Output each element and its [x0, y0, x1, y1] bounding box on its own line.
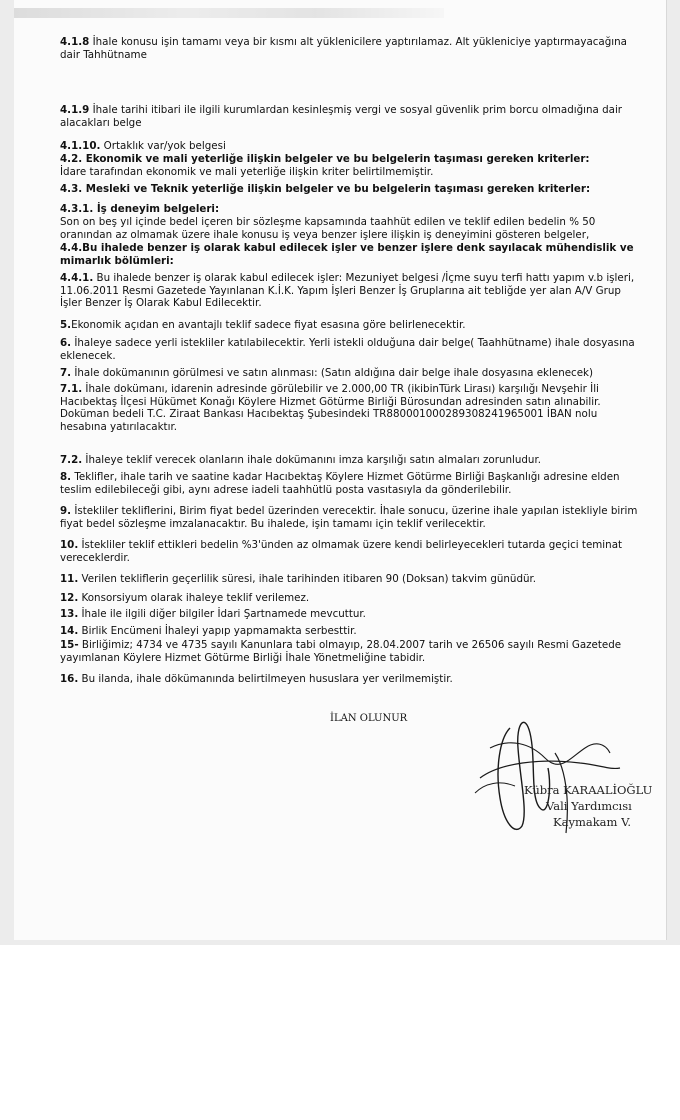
- section-number: 4.3.1.: [60, 203, 94, 215]
- section-text: İhale ile ilgili diğer bilgiler İdari Şartnamede mevcuttur.: [78, 608, 366, 620]
- section-4-1-10: [60, 140, 226, 153]
- section-text: Bu ilanda, ihale dökümanında belirtilmeyen hususlara yer verilmemiştir.: [78, 673, 453, 685]
- section-4-4: [60, 242, 640, 267]
- section-text: Konsorsiyum olarak ihaleye teklif verilemez.: [78, 592, 310, 604]
- section-text: Birliğimiz; 4734 ve 4735 sayılı Kanunlara tabi olmayıp, 28.04.2007 tarih ve 26506 sayılı Resmi Gazetede yayımlanan Köylere Hizmet Götürme Birliği İhale Yönetmeliğine tabidir.: [60, 639, 622, 664]
- closing-statement: İLAN OLUNUR: [330, 713, 408, 724]
- section-text: İş deneyim belgeleri:: [93, 203, 220, 215]
- signer-title-secondary: Kaymakam V.: [553, 815, 632, 829]
- section-15: [60, 639, 640, 664]
- section-text: Birlik Encümeni İhaleyi yapıp yapmamakta serbesttir.: [78, 625, 357, 637]
- section-number: 4.3.: [60, 183, 83, 195]
- section-5: [60, 319, 466, 332]
- section-4-3-1-body: [60, 216, 640, 241]
- section-number: 9.: [60, 505, 72, 517]
- section-number: 12.: [60, 592, 79, 604]
- signer-title: Vali Yardımcısı: [546, 799, 632, 813]
- section-4-2-body: [60, 166, 433, 179]
- section-number: 5.: [60, 319, 72, 331]
- section-number: 15-: [60, 639, 79, 651]
- section-text: Ekonomik ve mali yeterliğe ilişkin belgeler ve bu belgelerin taşıması gereken kriterler:: [82, 153, 590, 165]
- section-text: İdare tarafından ekonomik ve mali yeterliğe ilişkin kriter belirtilmemiştir.: [60, 166, 434, 178]
- section-7: [60, 367, 593, 380]
- section-text: Ekonomik açıdan en avantajlı teklif sadece fiyat esasına göre belirlenecektir.: [71, 319, 466, 331]
- section-7-1: [60, 383, 640, 433]
- section-text: Bu ihalede benzer iş olarak kabul edilecek işler ve benzer işlere denk sayılacak mühendislik ve mimarlık bölümleri:: [60, 242, 634, 267]
- section-9: [60, 505, 640, 530]
- section-6: [60, 337, 640, 362]
- section-number: 13.: [60, 608, 79, 620]
- section-text: İhaleye sadece yerli istekliler katılabilecektir. Yerli istekli olduğuna dair belge( Taahhütname) ihale dosyasına eklenecek.: [60, 337, 635, 362]
- section-16: [60, 673, 453, 686]
- section-number: 4.1.9: [60, 104, 90, 116]
- section-number: 7.1.: [60, 383, 83, 395]
- section-4-1-9: [60, 104, 640, 129]
- section-14: [60, 625, 357, 638]
- section-text: Verilen tekliflerin geçerlilik süresi, ihale tarihinden itibaren 90 (Doksan) takvim günüdür.: [78, 573, 537, 585]
- section-number: 4.2.: [60, 153, 83, 165]
- section-text: Son on beş yıl içinde bedel içeren bir sözleşme kapsamında taahhüt edilen ve teklif edilen bedelin % 50 oranından az olmamak üzere ihale konusu iş veya benzer işlere ilişkin iş deneyimini gösteren belgeler,: [60, 216, 596, 241]
- section-text: İhale dokümanının görülmesi ve satın alınması: (Satın aldığına dair belge ihale dosyasına eklenecek): [71, 367, 594, 379]
- section-4-2: [60, 153, 590, 166]
- section-number: 6.: [60, 337, 72, 349]
- section-number: 10.: [60, 539, 79, 551]
- section-number: 7.: [60, 367, 72, 379]
- section-number: 11.: [60, 573, 79, 585]
- section-4-4-1: [60, 272, 640, 310]
- section-text: Bu ihalede benzer iş olarak kabul edilecek işler: Mezuniyet belgesi /İçme suyu terfi hattı yapım v.b işleri, 11.06.2011 Resmi Gazetede Yayınlanan K.İ.K. Yapım İşleri Benzer İş Gruplarına ait tebliğde yer alan A/V Grup İşler Benzer İş Olarak Kabul Edilecektir.: [60, 272, 635, 310]
- section-text: Ortaklık var/yok belgesi: [100, 140, 226, 152]
- section-number: 4.1.8: [60, 36, 90, 48]
- section-number: 14.: [60, 625, 79, 637]
- section-number: 4.4.1.: [60, 272, 94, 284]
- section-text: İhale tarihi itibari ile ilgili kurumlardan kesinleşmiş vergi ve sosyal güvenlik prim borcu olmadığına dair alacakları belge: [60, 104, 623, 129]
- section-number: 7.2.: [60, 454, 83, 466]
- section-7-2: [60, 454, 541, 467]
- section-text: Teklifler, ihale tarih ve saatine kadar Hacıbektaş Köylere Hizmet Götürme Birliği Başkanlığı adresine elden teslim edilebileceği gibi, aynı adrese iadeli taahhütlü posta vasıtasıyla da gönderilebilir.: [60, 471, 620, 496]
- section-number: 16.: [60, 673, 79, 685]
- section-10: [60, 539, 640, 564]
- section-11: [60, 573, 536, 586]
- section-number: 8.: [60, 471, 72, 483]
- signer-name: Kübra KARAALİOĞLU: [524, 783, 653, 797]
- section-text: İstekliler tekliflerini, Birim fiyat bedel üzerinden verecektir. İhale sonucu, üzerine ihale yapılan istekliyle birim fiyat bedel sözleşme imzalanacaktır. Bu ihalede, işin tamamı için teklif verilecektir.: [60, 505, 638, 530]
- section-text: İhale dokümanı, idarenin adresinde görülebilir ve 2.000,00 TR (ikibinTürk Lirası) karşılığı Nevşehir İli Hacıbektaş İlçesi Hükümet Konağı Köylere Hizmet Götürme Birliği Bürosundan adresinden satın alınabilir. Doküman bedeli T.C. Ziraat Bankası Hacıbektaş Şubesindeki TR880001000289308241965001 İBAN nolu hesabına yatırılacaktır.: [60, 383, 601, 433]
- section-text: İhaleye teklif verecek olanların ihale dokümanını imza karşılığı satın almaları zorunludur.: [82, 454, 542, 466]
- section-12: [60, 592, 309, 605]
- section-number: 4.1.10.: [60, 140, 101, 152]
- section-number: 4.4.: [60, 242, 83, 254]
- scan-noise-strip: [14, 8, 444, 18]
- section-13: [60, 608, 366, 621]
- section-text: Mesleki ve Teknik yeterliğe ilişkin belgeler ve bu belgelerin taşıması gereken kriterler:: [82, 183, 591, 195]
- section-4-3: [60, 183, 590, 196]
- section-4-3-1: [60, 203, 219, 216]
- section-8: [60, 471, 640, 496]
- section-text: İhale konusu işin tamamı veya bir kısmı alt yüklenicilere yaptırılamaz. Alt yükleniciye yaptırmayacağına dair Tahhütname: [60, 36, 627, 61]
- section-text: İstekliler teklif ettikleri bedelin %3'ünden az olmamak üzere kendi belirleyecekleri tutarda geçici teminat vereceklerdir.: [60, 539, 623, 564]
- section-4-1-8: [60, 36, 640, 61]
